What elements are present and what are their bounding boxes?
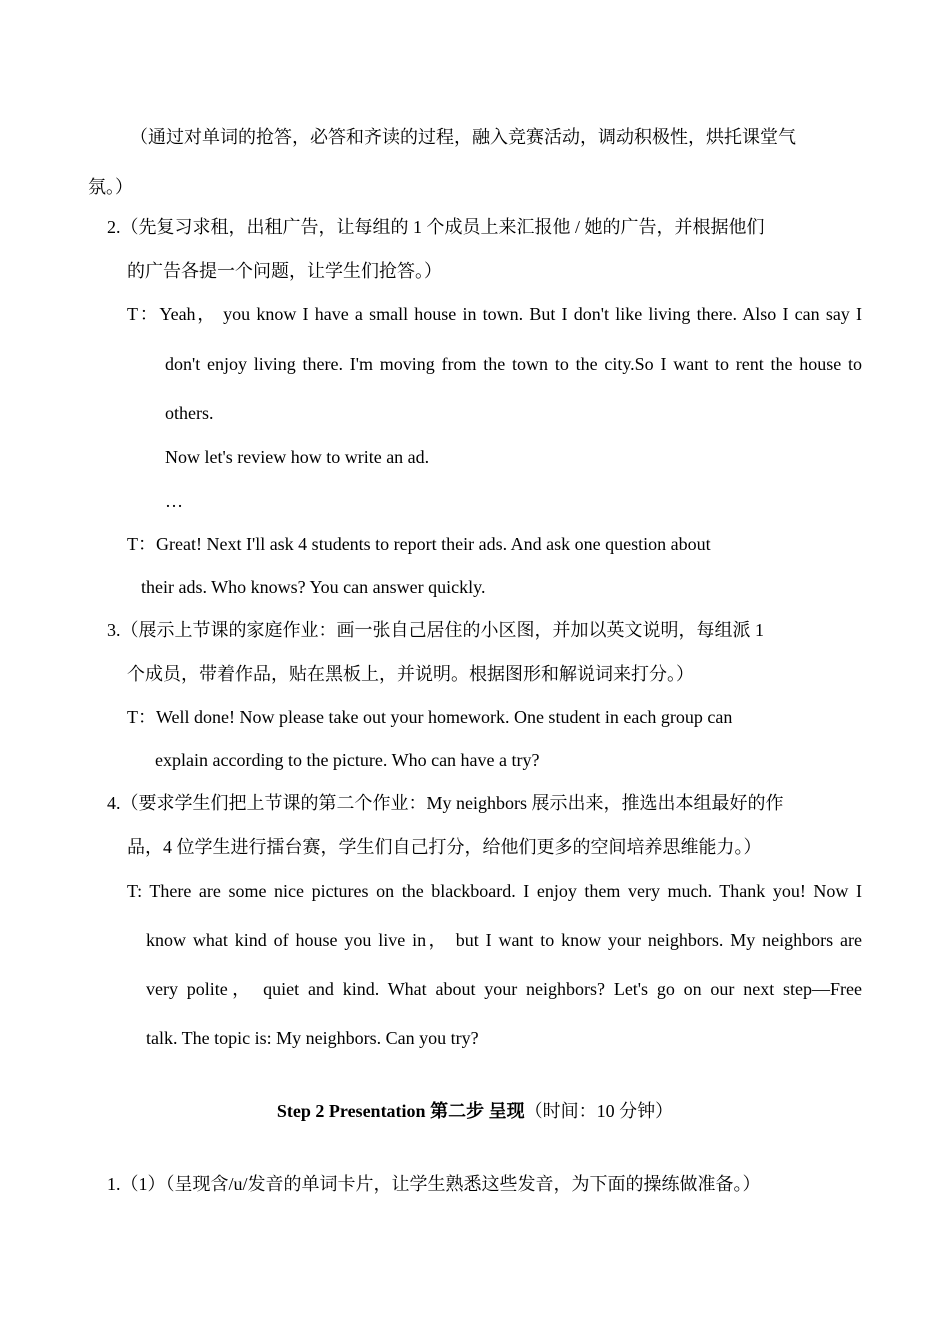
teacher-speech-2-line-2: their ads. Who knows? You can answer quickly. xyxy=(141,577,486,597)
item-3-line-1: 3.（展示上节课的家庭作业：画一张自己居住的小区图，并加以英文说明，每组派 1 xyxy=(107,620,764,640)
teacher-speech-1-line-3: others. xyxy=(165,403,214,423)
teacher-speech-4-line-1: T: There are some nice pictures on the blackboard. I enjoy them very much. Thank you! Now I xyxy=(127,881,862,901)
step-2-item-1-line-1: 1.（1）（呈现含/u/发音的单词卡片，让学生熟悉这些发音，为下面的操练做准备。） xyxy=(107,1174,761,1194)
teacher-speech-1-ellipsis: … xyxy=(165,491,183,511)
item-2-line-2: 的广告各提一个问题，让学生们抢答。） xyxy=(127,261,442,281)
teacher-speech-4-line-4: talk. The topic is: My neighbors. Can you try? xyxy=(146,1028,479,1048)
item-2-line-1: 2.（先复习求租，出租广告，让每组的 1 个成员上来汇报他 / 她的广告，并根据他们 xyxy=(107,217,765,237)
intro-paragraph-line-1: （通过对单词的抢答，必答和齐读的过程，融入竞赛活动，调动积极性，烘托课堂气 xyxy=(130,127,796,147)
teacher-speech-3-line-1: T：Well done! Now please take out your homework. One student in each group can xyxy=(127,707,733,727)
teacher-speech-4-line-2: know what kind of house you live in， but I want to know your neighbors. My neighbors are xyxy=(146,930,862,950)
teacher-speech-1-line-2: don't enjoy living there. I'm moving from the town to the city.So I want to rent the house to xyxy=(165,354,862,374)
intro-paragraph-line-2: 氛。） xyxy=(88,177,133,197)
teacher-speech-3-line-2: explain according to the picture. Who can have a try? xyxy=(155,750,540,770)
item-4-line-2: 品，4 位学生进行擂台赛，学生们自己打分，给他们更多的空间培养思维能力。） xyxy=(127,837,762,857)
step-2-heading-bold: Step 2 Presentation 第二步 呈现 xyxy=(276,1101,525,1121)
teacher-speech-4-line-3: very polite， quiet and kind. What about your neighbors? Let's go on our next step—Free xyxy=(146,979,862,999)
step-2-heading-time: （时间：10 分钟） xyxy=(524,1101,674,1121)
step-2-heading xyxy=(0,1100,950,1122)
teacher-speech-2-line-1: T：Great! Next I'll ask 4 students to report their ads. And ask one question about xyxy=(127,534,711,554)
item-4-line-1: 4.（要求学生们把上节课的第二个作业：My neighbors 展示出来，推选出本组最好的作 xyxy=(107,793,784,813)
teacher-speech-1-line-1: T：Yeah， you know I have a small house in town. But I don't like living there. Also I can say I xyxy=(127,304,862,324)
teacher-speech-1-line-4: Now let's review how to write an ad. xyxy=(165,447,430,467)
item-3-line-2: 个成员，带着作品，贴在黑板上，并说明。根据图形和解说词来打分。） xyxy=(127,664,694,684)
